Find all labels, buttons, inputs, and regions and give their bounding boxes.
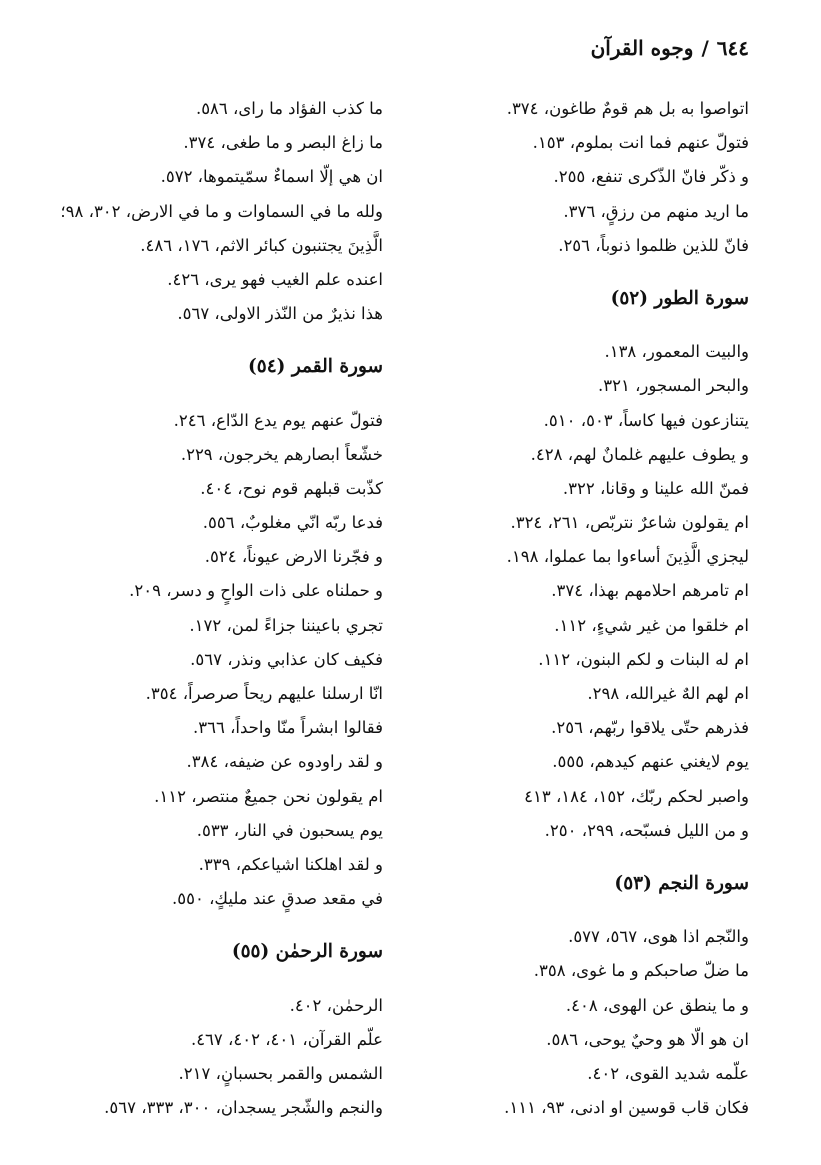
verse-index-entry: والنجم والشّجر يسجدان، ٣٠٠، ٣٣٣، ٥٦٧. [104, 1098, 383, 1118]
verse-index-entry: فقالوا ابشراً منّا واحداً، ٣٦٦. [193, 718, 383, 738]
verse-index-entry: فانّ للذين ظلموا ذنوباً، ٢٥٦. [558, 235, 749, 255]
verse-index-entry: و ذكّر فانّ الذّكرى تنفع، ٢٥٥. [553, 167, 749, 187]
book-title: وجوه القرآن [590, 36, 694, 60]
verse-index-entry: علّم القرآن، ٤٠١، ٤٠٢، ٤٦٧. [190, 1029, 383, 1049]
verse-index-entry: الَّذِينَ يجتنبون كبائر الاثم، ١٧٦، ٤٨٦. [140, 235, 383, 255]
left-column [53, 92, 383, 1125]
verse-index-entry: فتولّ عنهم فما انت بملوم، ١٥٣. [532, 133, 749, 153]
surah-heading: سورة الرحمٰن (٥٥) [231, 941, 383, 963]
verse-index-entry: تجري باعيننا جزاءً لمن، ١٧٢. [189, 615, 383, 635]
verse-index-entry: ولله ما في السماوات و ما في الارض، ٣٠٢، ٩٨؛ [60, 201, 383, 221]
verse-index-entry: و يطوف عليهم غلمانٌ لهم، ٤٢٨. [530, 444, 749, 464]
verse-index-entry: ام يقولون نحن جميعٌ منتصر، ١١٢. [154, 786, 383, 806]
verse-index-entry: و ما ينطق عن الهوى، ٤٠٨. [565, 995, 749, 1015]
verse-index-entry: ليجزي الَّذِينَ أساءوا بما عملوا، ١٩٨. [506, 547, 749, 567]
verse-index-entry: و لقد راودوه عن ضيفه، ٣٨٤. [186, 752, 383, 772]
verse-index-entry: ما ضلّ صاحبكم و ما غوى، ٣٥٨. [533, 961, 749, 981]
verse-index-entry: كذّبت قبلهم قوم نوح، ٤٠٤. [200, 478, 383, 498]
right-column [429, 92, 749, 1125]
verse-index-entry: ما كذب الفؤاد ما راى، ٥٨٦. [195, 99, 383, 118]
verse-index-entry: و حملناه على ذات الواحٍ و دسر، ٢٠٩. [129, 581, 383, 601]
surah-heading: سورة القمر (٥٤) [248, 356, 383, 378]
verse-index-entry: و فجّرنا الارض عيوناً، ٥٢٤. [204, 547, 383, 567]
verse-index-entry: و من الليل فسبّحه، ٢٩٩، ٢٥٠. [544, 820, 749, 840]
verse-index-entry: علّمه شديد القوى، ٤٠٢. [587, 1063, 749, 1083]
verse-index-entry: فذرهم حتّى يلاقوا ربّهم، ٢٥٦. [551, 718, 749, 738]
verse-index-entry: الشمس والقمر بحسبانٍ، ٢١٧. [178, 1063, 383, 1083]
page-number: ٦٤٤ [716, 36, 749, 60]
surah-heading: سورة النجم (٥٣) [614, 872, 749, 894]
verse-index-entry: يتنازعون فيها كاساً، ٥٠٣، ٥١٠. [543, 410, 749, 430]
header-separator: / [701, 36, 709, 60]
verse-index-entry: هذا نذيرٌ من النّذر الاولى، ٥٦٧. [177, 304, 383, 324]
verse-index-entry: اتواصوا به بل هم قومٌ طاغون، ٣٧٤. [506, 99, 749, 118]
verse-index-entry: ام خلقوا من غير شيءٍ، ١١٢. [554, 615, 749, 635]
verse-index-entry: الرحمٰن، ٤٠٢. [289, 995, 383, 1015]
verse-index-entry: والنّجم اذا هوى، ٥٦٧، ٥٧٧. [568, 927, 749, 947]
verse-index-entry: ان هي إلّا اسماءٌ سمّيتموها، ٥٧٢. [160, 167, 383, 187]
surah-heading: سورة الطور (٥٢) [610, 287, 749, 309]
verse-index-entry: فتولّ عنهم يوم يدع الدّاع، ٢٤٦. [173, 410, 383, 430]
verse-index-entry: اعنده علم الغيب فهو يرى، ٤٢٦. [167, 269, 383, 289]
verse-index-entry: فكان قاب قوسين او ادنى، ٩٣، ١١١. [504, 1098, 749, 1118]
verse-index-entry: ام له البنات و لكم البنون، ١١٢. [538, 649, 749, 669]
verse-index-entry: ام لهم الهٌ غيرالله، ٢٩٨. [587, 684, 749, 703]
verse-index-entry: ما اريد منهم من رزقٍ، ٣٧٦. [563, 201, 749, 221]
verse-index-entry: يوم لايغني عنهم كيدهم، ٥٥٥. [552, 752, 749, 772]
verse-index-entry: ما زاغ البصر و ما طغى، ٣٧٤. [183, 133, 383, 153]
verse-index-entry: والبحر المسجور، ٣٢١. [598, 376, 749, 396]
verse-index-entry: واصبر لحكم ربّك، ١٥٢، ١٨٤، ٤١٣ [524, 786, 749, 806]
verse-index-entry: فكيف كان عذابي ونذر، ٥٦٧. [190, 649, 383, 669]
verse-index-entry: والبيت المعمور، ١٣٨. [604, 342, 749, 362]
verse-index-entry: في مقعد صدقٍ عند مليكٍ، ٥٥٠. [172, 889, 383, 909]
verse-index-entry: خشّعاً ابصارهم يخرجون، ٢٢٩. [180, 444, 383, 464]
verse-index-entry: فدعا ربّه انّي مغلوبٌ، ٥٥٦. [202, 513, 383, 533]
verse-index-entry: فمنّ الله علينا و وقانا، ٣٢٢. [562, 478, 749, 498]
verse-index-entry: ام يقولون شاعرٌ نتربّص، ٢٦١، ٣٢٤. [510, 513, 749, 533]
page-header [591, 36, 749, 60]
verse-index-entry: و لقد اهلكنا اشياعكم، ٣٣٩. [198, 854, 383, 874]
verse-index-entry: ام تامرهم احلامهم بهذا، ٣٧٤. [551, 581, 749, 601]
verse-index-entry: ان هو الّا هو وحيٌ يوحى، ٥٨٦. [546, 1029, 749, 1049]
verse-index-entry: انّا ارسلنا عليهم ريحاً صرصراً، ٣٥٤. [145, 684, 383, 703]
verse-index-entry: يوم يسحبون في النار، ٥٣٣. [196, 820, 383, 840]
